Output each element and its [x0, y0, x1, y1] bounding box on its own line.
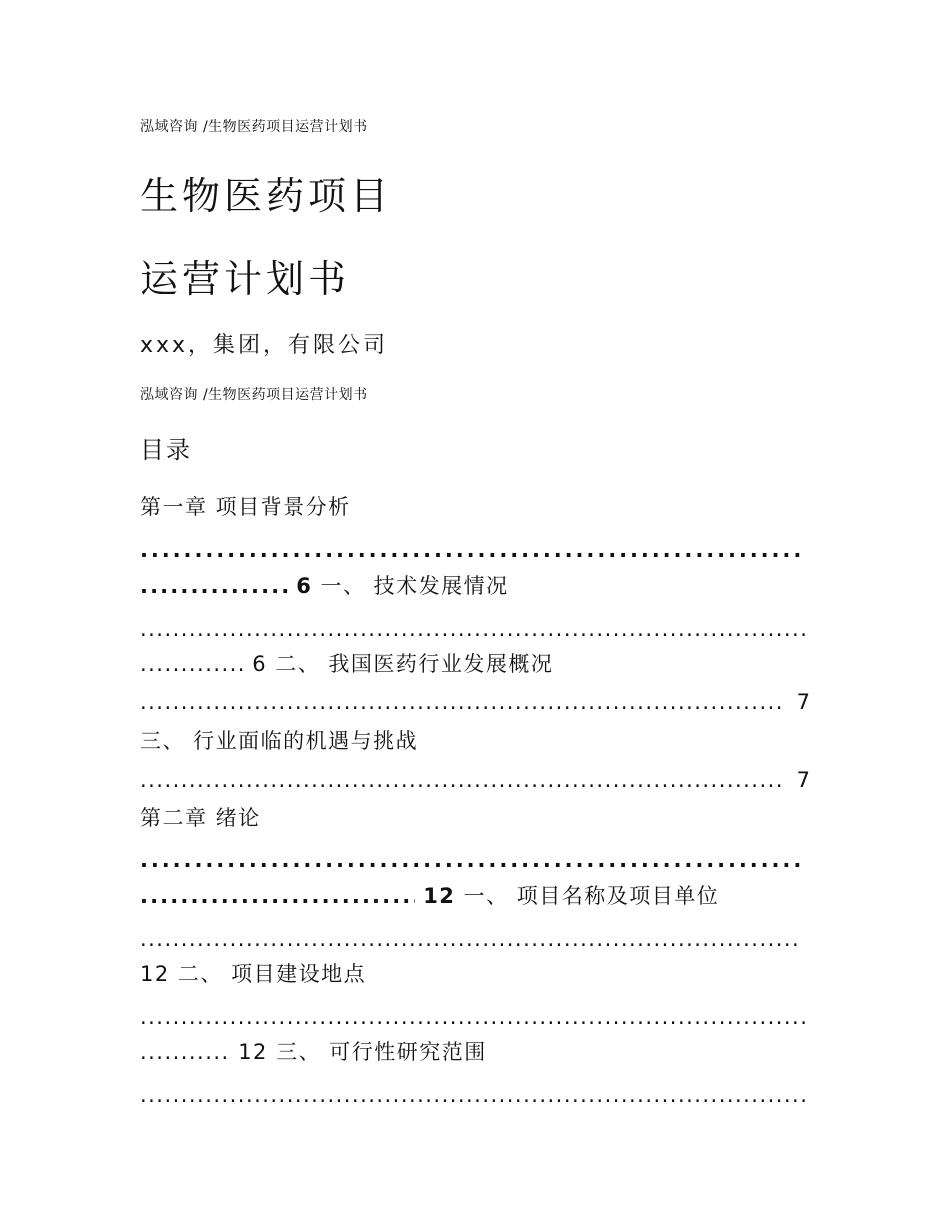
leader-dots [140, 886, 415, 907]
leader-dots [140, 692, 784, 713]
document-title-line-2: 运营计划书 [140, 257, 351, 301]
document-title-line-1: 生物医药项目 [140, 174, 393, 218]
toc-section-title: 一、 技术发展情况 [320, 574, 509, 598]
toc-page-number: 12 [423, 884, 456, 908]
toc-leader-dots [140, 1007, 810, 1028]
toc-leader-dots [140, 1085, 810, 1106]
leader-dots [140, 1007, 810, 1028]
leader-dots [140, 576, 288, 597]
leader-dots [140, 654, 244, 675]
company-name: xxx，集团，有限公司 [140, 333, 389, 358]
toc-leader-dots [140, 850, 804, 871]
leader-dots [140, 1085, 810, 1106]
toc-section-title: 一、 项目名称及项目单位 [463, 884, 720, 908]
toc-leader-dots [140, 692, 784, 713]
toc-leader-dots [140, 929, 802, 950]
toc-page-number: 6 [296, 574, 313, 598]
toc-entry-row[interactable] [140, 576, 509, 597]
toc-leader-dots [140, 619, 810, 640]
leader-dots [140, 619, 810, 640]
toc-section-title: 二、 我国医药行业发展概况 [275, 652, 554, 676]
toc-page-number: 7 [796, 690, 810, 714]
leader-dots [140, 770, 784, 791]
toc-entry-row[interactable] [140, 964, 366, 985]
toc-section-title[interactable]: 三、 行业面临的机遇与挑战 [140, 729, 419, 753]
toc-chapter-2-title[interactable]: 第二章 绪论 [140, 806, 261, 830]
toc-leader-dots [140, 540, 804, 561]
leader-dots [140, 929, 802, 950]
toc-section-title: 二、 项目建设地点 [177, 962, 367, 986]
running-header-repeat: 泓域咨询 /生物医药项目运营计划书 [140, 387, 368, 403]
toc-entry-row[interactable] [140, 886, 719, 907]
running-header: 泓域咨询 /生物医药项目运营计划书 [140, 119, 368, 135]
toc-chapter-1-title[interactable]: 第一章 项目背景分析 [140, 495, 351, 519]
toc-entry-row[interactable] [140, 654, 553, 675]
toc-heading: 目录 [140, 436, 192, 464]
toc-page-number: 12 [238, 1040, 268, 1064]
leader-dots [140, 1042, 230, 1063]
toc-page-number: 12 [140, 962, 170, 986]
toc-section-title: 三、 可行性研究范围 [276, 1040, 487, 1064]
toc-entry-row[interactable] [140, 1042, 487, 1063]
toc-page-number: 7 [796, 768, 810, 792]
leader-dots [140, 850, 804, 871]
toc-page-number: 6 [252, 652, 268, 676]
toc-leader-dots [140, 770, 784, 791]
leader-dots [140, 540, 804, 561]
